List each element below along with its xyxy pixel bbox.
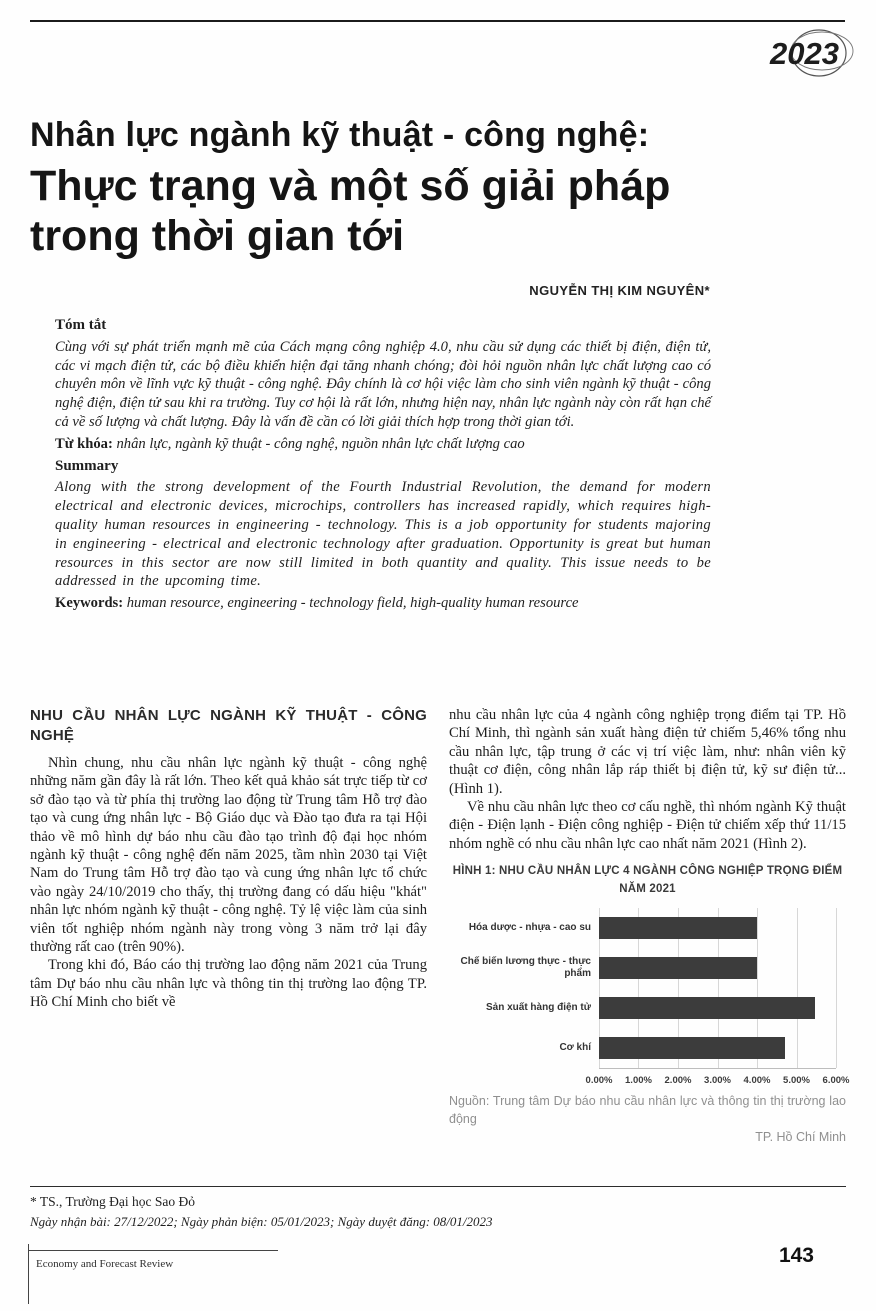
body-columns: [30, 706, 850, 1146]
chart-category-label: Cơ khí: [559, 1042, 591, 1053]
keywords-vi-label: Từ khóa:: [55, 435, 113, 452]
chart-axis-tick: 2.00%: [664, 1074, 692, 1086]
title-line-2: Thực trạng và một số giải pháp: [30, 162, 671, 210]
body-paragraph: Nhìn chung, nhu cầu nhân lực ngành kỹ thuật - công nghệ những năm gần đây là rất lớn. Theo kết quả khảo sát trực tiếp từ cơ sở đào tạo và từ phía thị trường lao động từ Trung tâm Hỗ trợ đào tạo và cung ứng nhân lực - Bộ Giáo dục và Đào tạo đưa ra tại Hội thảo về mô hình dự báo nhu cầu đào tạo trình độ đại học nhóm ngành kỹ thuật - công nghệ đến năm 2025, tầm nhìn 2030 tại Việt Nam do Trung tâm Hỗ trợ đào tạo và cung ứng nhân lực tổ chức vào ngày 24/10/2019 cho thấy, thị trường đang có dấu hiệu "khát" nhân lực nhóm ngành kỹ thuật - công nghệ. Tỷ lệ việc làm của sinh viên tốt nghiệp nhóm ngành này trong vòng 3 năm trở lại đây thường rất cao (trên 90%).: [30, 755, 427, 956]
chart-axis-tick: 4.00%: [743, 1074, 771, 1086]
summary-text: Along with the strong development of the Fourth Industrial Revolution, the demand for modern electrical and electronic devices, microchips, controllers has increased rapidly, which requires high-quality human resources in engineering - technology. This is a job opportunity for students majoring in engineering - electrical and electronic technology after graduation. Opportunity is great but human resources in this sector are now still limited in both quantity and quality. This issue needs to be addressed in the upcoming time.: [55, 479, 711, 590]
keywords-en-line: [55, 594, 711, 613]
chart-bar: [599, 997, 815, 1019]
chart-row: [449, 908, 846, 948]
journal-name: Economy and Forecast Review: [36, 1258, 174, 1270]
chart-bar: [599, 1037, 785, 1059]
chart-category-label: Chế biến lương thực - thực phẩm: [460, 956, 591, 979]
keywords-vi-text: nhân lực, ngành kỹ thuật - công nghệ, nguồn nhân lực chất lượng cao: [112, 435, 525, 452]
title-line-3: trong thời gian tới: [30, 212, 405, 261]
abstract-block: [55, 316, 711, 616]
figure-1-chart: [449, 863, 850, 1146]
chart-bar-track: [599, 997, 836, 1019]
chart-bar-track: [599, 1037, 836, 1059]
author-name: NGUYỄN THỊ KIM NGUYÊN*: [529, 283, 710, 298]
abstract-vi-label: Tóm tắt: [55, 317, 107, 333]
chart-axis-tick: 6.00%: [822, 1074, 850, 1086]
chart-bar: [599, 917, 757, 939]
body-paragraph: Về nhu cầu nhân lực theo cơ cấu nghề, thì nhóm ngành Kỹ thuật điện - Điện lạnh - Điện công nghiệp - Điện tử chiếm xếp thứ 11/15 nhóm nghề có nhu cầu nhân lực cao nhất năm 2021 (Hình 2).: [449, 799, 846, 852]
right-column: [449, 706, 850, 1146]
chart-row: [449, 988, 846, 1028]
footnote-dates: Ngày nhận bài: 27/12/2022; Ngày phản biện: 05/01/2023; Ngày duyệt đăng: 08/01/2023: [30, 1214, 493, 1229]
chart-title-line-1: HÌNH 1: NHU CẦU NHÂN LỰC 4 NGÀNH CÔNG NGHIỆP TRỌNG ĐIỂM: [452, 865, 843, 878]
chart-axis-tick: 3.00%: [704, 1074, 731, 1086]
chart-title: [449, 863, 846, 898]
summary-label: Summary: [55, 457, 119, 474]
footer-vertical-rule: [28, 1244, 29, 1304]
chart-plot: [449, 908, 846, 1068]
chart-source-line-2: TP. Hồ Chí Minh: [755, 1130, 846, 1144]
footer-rule: [28, 1250, 278, 1251]
chart-title-line-2: NĂM 2021: [619, 882, 676, 895]
year-logo-graphic: [762, 24, 854, 82]
chart-bar: [599, 957, 757, 979]
section-heading: NHU CẦU NHÂN LỰC NGÀNH KỸ THUẬT - CÔNG NGHỆ: [30, 707, 427, 744]
top-rule: [30, 20, 845, 22]
footnote-affiliation: * TS., Trường Đại học Sao Đỏ: [30, 1194, 195, 1209]
chart-axis: [585, 1068, 850, 1086]
body-paragraph: Trong khi đó, Báo cáo thị trường lao động năm 2021 của Trung tâm Dự báo nhu cầu nhân lực và thông tin thị trường lao động TP. Hồ Chí Minh cho biết về: [30, 957, 427, 1011]
chart-category-label: Sản xuất hàng điện tử: [485, 1002, 591, 1013]
left-column: [30, 706, 427, 1146]
chart-row: [449, 1028, 846, 1068]
article-title: [30, 116, 790, 262]
page-number: 143: [778, 1244, 814, 1267]
chart-category-label: Hóa dược - nhựa - cao su: [468, 922, 591, 933]
year-logo: [762, 24, 854, 87]
abstract-vi-text: Cùng với sự phát triển mạnh mẽ của Cách mạng công nghiệp 4.0, nhu cầu sử dụng các thiết bị điện, điện tử, các vi mạch điện tử, các bộ điều khiển hiện đại tăng nhanh chóng; đòi hỏi nguồn nhân lực chất lượng cao có chuyên môn về lĩnh vực kỹ thuật - công nghệ. Đây chính là cơ hội việc làm cho sinh viên ngành kỹ thuật - công nghệ điện, điện tử sau khi ra trường. Tuy cơ hội là rất lớn, nhưng hiện nay, nhân lực ngành này còn rất hạn chế cả về số lượng và chất lượng. Đây là vấn đề cần có lời giải thích hợp trong thời gian tới.: [55, 338, 711, 430]
keywords-en-text: human resource, engineering - technology field, high-quality human resource: [123, 595, 579, 612]
title-line-1: Nhân lực ngành kỹ thuật - công nghệ:: [30, 116, 650, 154]
year-text: 2023: [770, 36, 839, 71]
chart-source: [449, 1092, 846, 1146]
chart-axis-tick: 1.00%: [625, 1074, 652, 1086]
body-paragraph: nhu cầu nhân lực của 4 ngành công nghiệp trọng điểm tại TP. Hồ Chí Minh, thì ngành sản xuất hàng điện tử chiếm 5,46% tổng nhu cầu nhân lực, tập trung ở các vị trí việc làm, như: nhân viên kỹ thuật cơ điện, công nhân lắp ráp thiết bị điện tử, kỹ sư điện tử... (Hình 1).: [449, 707, 846, 797]
chart-rows: [449, 908, 846, 1068]
chart-source-line-1: Nguồn: Trung tâm Dự báo nhu cầu nhân lực và thông tin thị trường lao động: [449, 1093, 846, 1126]
chart-row: [449, 948, 846, 988]
chart-axis-tick: 5.00%: [783, 1074, 810, 1086]
chart-bar-track: [599, 957, 836, 979]
keywords-en-label: Keywords:: [55, 595, 124, 612]
keywords-vi-line: [55, 435, 711, 454]
footnotes: [30, 1186, 846, 1230]
chart-axis-tick: 0.00%: [585, 1074, 613, 1086]
chart-bar-track: [599, 917, 836, 939]
